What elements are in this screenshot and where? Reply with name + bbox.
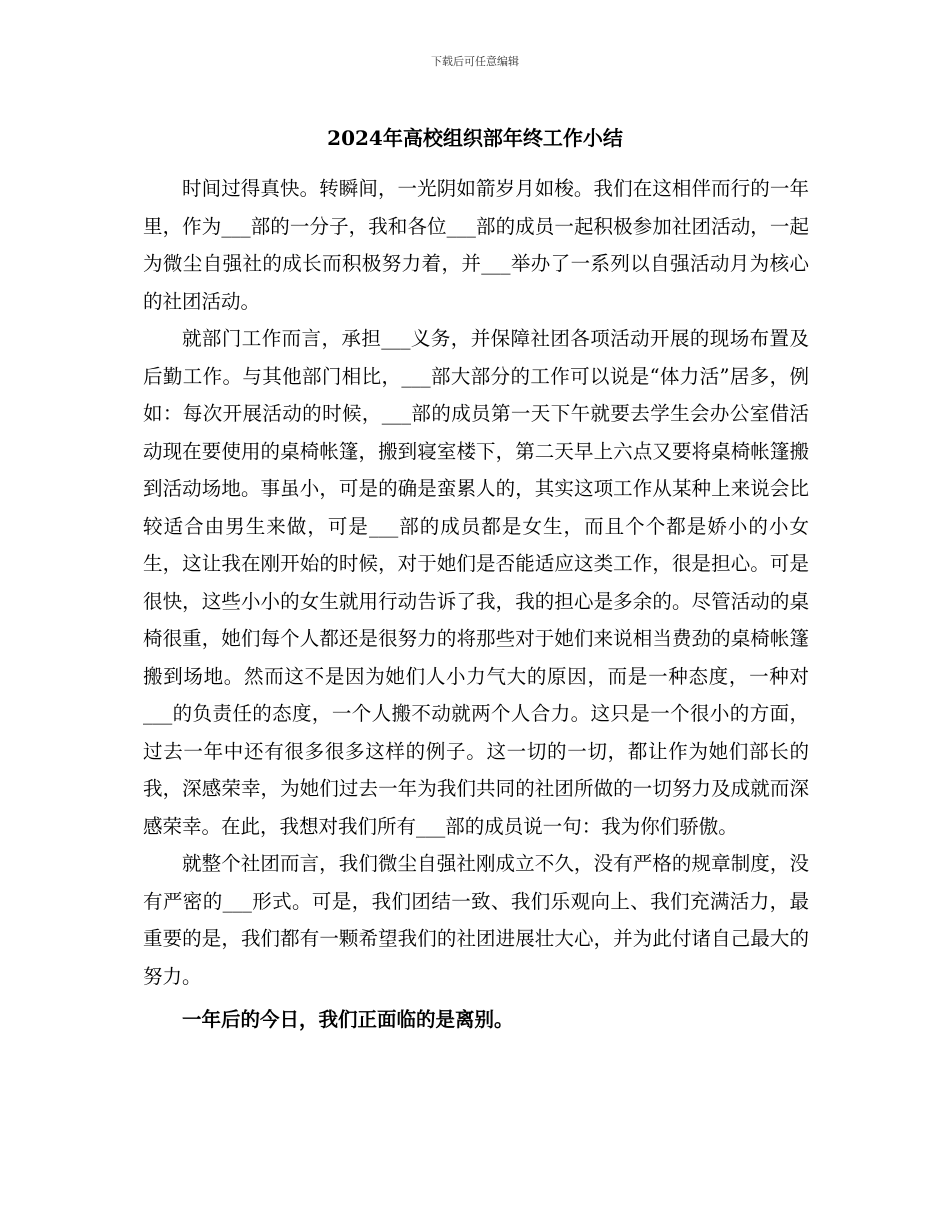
page-header-note: 下载后可任意编辑 [431, 55, 519, 68]
document-body [143, 170, 809, 1039]
paragraph-closing: 一年后的今日，我们正面临的是离别。 [182, 1008, 514, 1031]
document-title: 2024年高校组织部年终工作小结 [327, 126, 623, 150]
paragraph-club-overall: 就整个社团而言，我们微尘自强社刚成立不久，没有严格的规章制度，没有严密的___形式。可是，我们团结一致、我们乐观向上、我们充满活力，最重要的是，我们都有一颗希望我们的社团进展壮大心，并为此付诸自己最大的努力。 [143, 852, 809, 988]
paragraph-intro: 时间过得真快。转瞬间，一光阴如箭岁月如梭。我们在这相伴而行的一年里，作为___部的一分子，我和各位___部的成员一起积极参加社团活动，一起为微尘自强社的成长而积极努力着，并___举办了一系列以自强活动月为核心的社团活动。 [143, 177, 809, 313]
paragraph-department-work: 就部门工作而言，承担___义务，并保障社团各项活动开展的现场布置及后勤工作。与其他部门相比，___部大部分的工作可以说是“体力活”居多，例如：每次开展活动的时候，___部的成员第一天下午就要去学生会办公室借活动现在要使用的桌椅帐篷，搬到寝室楼下，第二天早上六点又要将桌椅帐篷搬到活动场地。事虽小，可是的确是蛮累人的，其实这项工作从某种上来说会比较适合由男生来做，可是___部的成员都是女生，而且个个都是娇小的小女生，这让我在刚开始的时候，对于她们是否能适应这类工作，很是担心。可是很快，这些小小的女生就用行动告诉了我，我的担心是多余的。尽管活动的桌椅很重，她们每个人都还是很努力的将那些对于她们来说相当费劲的桌椅帐篷搬到场地。然而这不是因为她们人小力气大的原因，而是一种态度，一种对___的负责任的态度，一个人搬不动就两个人合力。这只是一个很小的方面，过去一年中还有很多很多这样的例子。这一切的一切，都让作为她们部长的我，深感荣幸，为她们过去一年为我们共同的社团所做的一切努力及成就而深感荣幸。在此，我想对我们所有___部的成员说一句：我为你们骄傲。 [143, 327, 809, 838]
